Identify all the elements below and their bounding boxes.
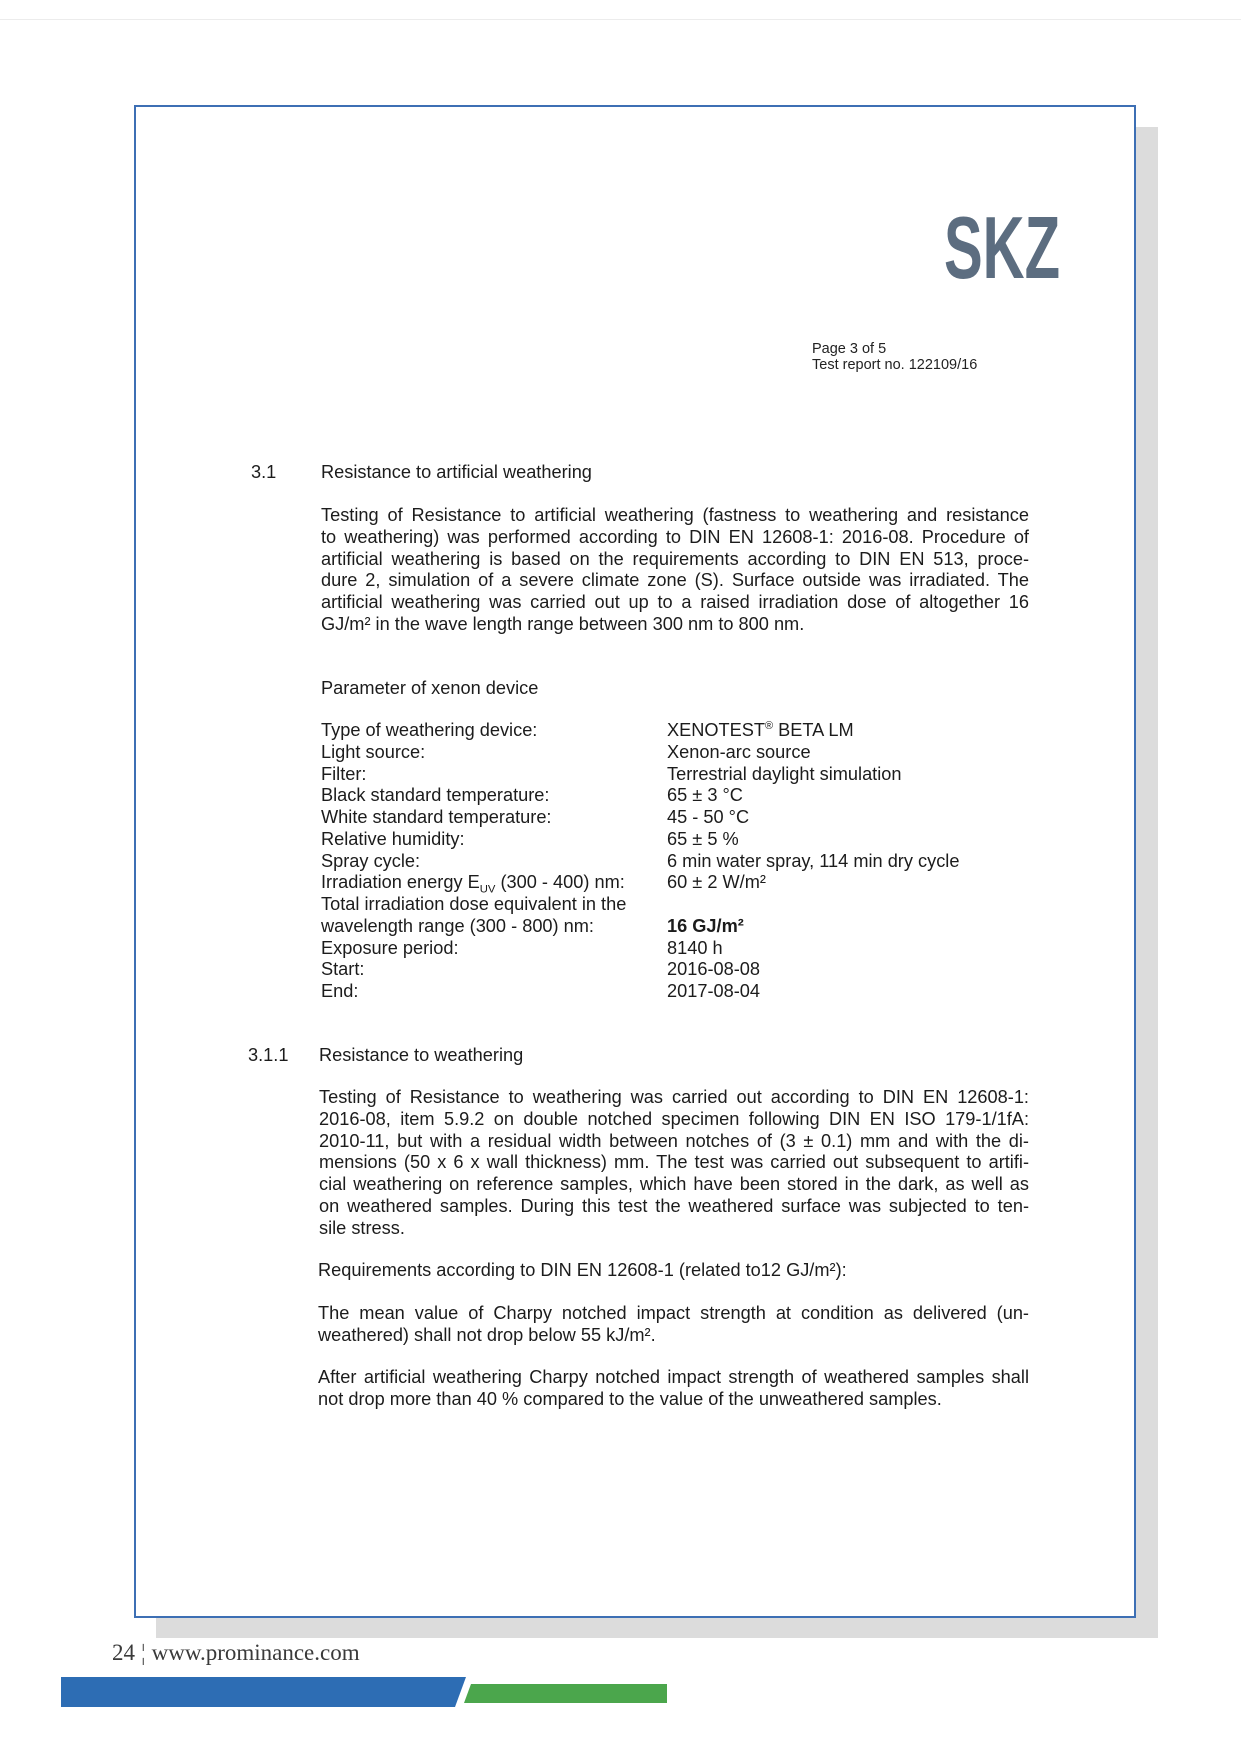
parameter-label: Light source: bbox=[321, 741, 426, 762]
parameter-heading: Parameter of xenon device bbox=[321, 678, 539, 698]
value-text-suffix: BETA LM bbox=[773, 720, 854, 740]
parameter-row bbox=[321, 742, 1029, 764]
label-subscript: UV bbox=[479, 883, 496, 896]
parameter-row bbox=[321, 851, 1029, 873]
paragraph-line: weathered) shall not drop below 55 kJ/m². bbox=[318, 1324, 656, 1345]
parameter-label: Type of weathering device: bbox=[321, 720, 538, 740]
parameter-value: 65 ± 3 °C bbox=[667, 785, 743, 806]
paragraph-line: 2016-08, item 5.9.2 on double notched specimen following DIN EN ISO 179-1/1fA: bbox=[319, 1108, 1029, 1129]
paragraph-line: cial weathering on reference samples, which have been stored in the dark, as well as bbox=[319, 1174, 1029, 1195]
parameter-label: Exposure period: bbox=[321, 937, 459, 958]
parameter-row bbox=[321, 872, 1029, 894]
parameter-value bbox=[667, 720, 1029, 742]
parameter-value: 2016-08-08 bbox=[667, 959, 761, 980]
parameter-label: Relative humidity: bbox=[321, 828, 465, 849]
skz-logo bbox=[944, 198, 1064, 297]
paragraph-line: sile stress. bbox=[319, 1217, 405, 1238]
parameter-value: Terrestrial daylight simulation bbox=[667, 763, 902, 784]
paragraph-line: GJ/m² in the wave length range between 300 nm to 800 nm. bbox=[321, 613, 805, 634]
parameter-row bbox=[321, 764, 1029, 786]
parameter-row bbox=[321, 916, 1029, 938]
requirement-paragraph bbox=[318, 1303, 1029, 1347]
paragraph-line: The mean value of Charpy notched impact strength at condition as delivered (un- bbox=[318, 1303, 1029, 1323]
paragraph-line: to weathering) was performed according to DIN EN 12608-1: 2016-08. Procedure of bbox=[321, 526, 1029, 547]
parameter-row bbox=[321, 959, 1029, 981]
parameter-value: 16 GJ/m² bbox=[667, 915, 744, 936]
section-title: Resistance to weathering bbox=[319, 1045, 524, 1065]
paragraph-line: artificial weathering is based on the requirements according to DIN EN 513, proce- bbox=[321, 548, 1029, 569]
parameter-row bbox=[321, 894, 1029, 916]
requirement-paragraph bbox=[318, 1367, 1029, 1411]
paragraph bbox=[321, 505, 1029, 636]
section-number: 3.1 bbox=[251, 462, 277, 482]
page-info: Page 3 of 5 bbox=[812, 341, 887, 357]
footer-website: www.prominance.com bbox=[151, 1640, 360, 1665]
parameter-label: End: bbox=[321, 981, 359, 1001]
parameter-label bbox=[321, 872, 667, 894]
footer-page-number: 24 bbox=[112, 1640, 135, 1665]
footer bbox=[112, 1640, 360, 1666]
parameter-label: White standard temperature: bbox=[321, 807, 552, 827]
footer-separator: ¦ bbox=[141, 1640, 146, 1665]
parameter-row bbox=[321, 938, 1029, 960]
parameter-value: 2017-08-04 bbox=[667, 981, 761, 1001]
parameter-table bbox=[321, 720, 1029, 1003]
parameter-row bbox=[321, 807, 1029, 829]
parameter-value: 60 ± 2 W/m² bbox=[667, 872, 766, 893]
paragraph bbox=[319, 1087, 1029, 1240]
footer-bars bbox=[0, 1670, 700, 1715]
footer-green-bar bbox=[464, 1684, 667, 1703]
paragraph-line: mensions (50 x 6 x wall thickness) mm. The test was carried out subsequent to artifi- bbox=[319, 1152, 1029, 1173]
section-title: Resistance to artificial weathering bbox=[321, 462, 592, 482]
report-number: Test report no. 122109/16 bbox=[812, 357, 978, 373]
paragraph-line: artificial weathering was carried out up to a raised irradiation dose of altogether 16 bbox=[321, 592, 1029, 613]
parameter-value: Xenon-arc source bbox=[667, 741, 811, 762]
parameter-row bbox=[321, 785, 1029, 807]
parameter-label: Filter: bbox=[321, 763, 367, 784]
registered-mark: ® bbox=[765, 719, 774, 732]
parameter-value: 6 min water spray, 114 min dry cycle bbox=[667, 850, 960, 871]
parameter-label: Black standard temperature: bbox=[321, 785, 550, 806]
paragraph-line: Testing of Resistance to weathering was carried out according to DIN EN 12608-1: bbox=[319, 1087, 1029, 1107]
top-divider bbox=[0, 19, 1241, 20]
report-header bbox=[812, 341, 977, 373]
parameter-value: 45 - 50 °C bbox=[667, 807, 750, 827]
requirements-heading: Requirements according to DIN EN 12608-1 (related to12 GJ/m²): bbox=[318, 1260, 847, 1280]
parameter-row bbox=[321, 829, 1029, 851]
parameter-label: Spray cycle: bbox=[321, 850, 421, 871]
parameter-value: 8140 h bbox=[667, 937, 723, 958]
parameter-row bbox=[321, 981, 1029, 1003]
paragraph-line: 2010-11, but with a residual width between notches of (3 ± 0.1) mm and with the di- bbox=[319, 1130, 1029, 1151]
label-text: Irradiation energy E bbox=[321, 872, 480, 893]
paragraph-line: Testing of Resistance to artificial weathering (fastness to weathering and resistance bbox=[321, 505, 1029, 525]
paragraph-line: on weathered samples. During this test the weathered surface was subjected to ten- bbox=[319, 1195, 1029, 1216]
parameter-value: 65 ± 5 % bbox=[667, 828, 739, 849]
parameter-row bbox=[321, 720, 1029, 742]
paragraph-line: not drop more than 40 % compared to the value of the unweathered samples. bbox=[318, 1388, 942, 1409]
value-text: XENOTEST bbox=[667, 720, 766, 740]
logo-text: SKZ bbox=[944, 198, 1060, 297]
paragraph-line: dure 2, simulation of a severe climate zone (S). Surface outside was irradiated. The bbox=[321, 570, 1029, 591]
label-text-suffix: (300 - 400) nm: bbox=[495, 872, 625, 893]
parameter-label: wavelength range (300 - 800) nm: bbox=[321, 915, 594, 936]
parameter-label: Start: bbox=[321, 959, 365, 980]
parameter-label: Total irradiation dose equivalent in the bbox=[321, 894, 627, 914]
footer-blue-bar bbox=[61, 1677, 466, 1707]
section-number: 3.1.1 bbox=[248, 1045, 289, 1065]
paragraph-line: After artificial weathering Charpy notched impact strength of weathered samples shall bbox=[318, 1367, 1029, 1387]
